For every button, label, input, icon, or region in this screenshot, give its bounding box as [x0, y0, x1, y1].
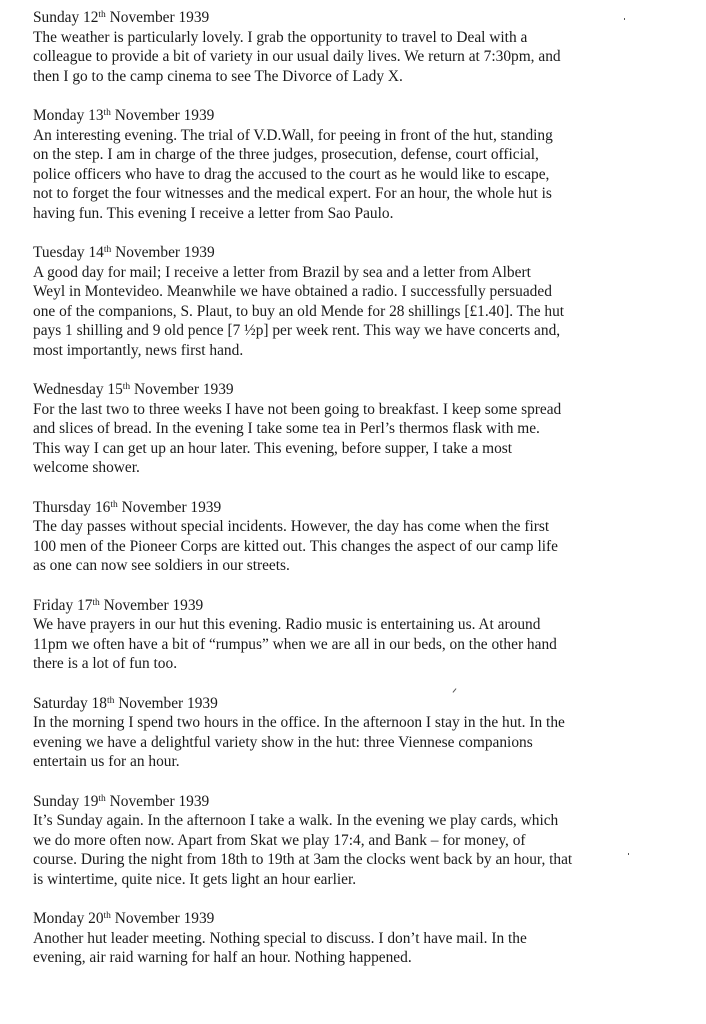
- entry-date: [33, 909, 683, 929]
- entry-month-year: November 1939: [110, 910, 215, 927]
- ordinal-suffix: th: [103, 108, 111, 118]
- entry-month-year: November 1939: [111, 244, 215, 261]
- entry-text: [33, 263, 683, 361]
- diary-entry: [33, 694, 683, 772]
- entry-text: [33, 517, 683, 576]
- text-line: It’s Sunday again. In the afternoon I take a walk. In the evening we play cards, which: [33, 812, 559, 829]
- entry-date: [33, 792, 683, 812]
- entry-text: [33, 929, 683, 968]
- scan-speck: [628, 853, 629, 855]
- text-line: Weyl in Montevideo. Meanwhile we have obtained a radio. I successfully persuaded: [33, 283, 552, 300]
- text-line: is wintertime, quite nice. It gets light an hour earlier.: [33, 870, 357, 888]
- text-line: Another hut leader meeting. Nothing special to discuss. I don’t have mail. In the: [33, 929, 527, 947]
- diary-entry: [33, 596, 683, 674]
- entry-date: [33, 380, 683, 400]
- entry-date: [33, 8, 683, 28]
- ordinal-suffix: th: [92, 597, 100, 608]
- entry-day: Monday 20: [33, 910, 104, 927]
- diary-page: [33, 8, 683, 988]
- diary-entry: [33, 243, 683, 360]
- text-line: on the step. I am in charge of the three judges, prosecution, defense, court official,: [33, 146, 539, 163]
- entry-date: [33, 694, 683, 714]
- entry-text: [33, 126, 683, 224]
- diary-entry: [33, 106, 683, 223]
- text-line: We have prayers in our hut this evening. Radio music is entertaining us. At around: [33, 616, 541, 633]
- ordinal-suffix: th: [122, 382, 131, 392]
- entry-day: Friday 17: [33, 596, 93, 614]
- entry-month-year: November 1939: [105, 9, 210, 26]
- entry-month-year: November 1939: [130, 381, 234, 398]
- text-line: This way I can get up an hour later. This evening, before supper, I take a most: [33, 439, 513, 457]
- entry-date: [33, 596, 683, 616]
- entry-month-year: November 1939: [110, 107, 215, 124]
- entry-text: [33, 28, 683, 87]
- entry-day: Saturday 18: [33, 694, 107, 712]
- text-line: as one can now see soldiers in our streets.: [33, 557, 290, 574]
- entry-day: Tuesday 14: [33, 244, 104, 261]
- text-line: An interesting evening. The trial of V.D.Wall, for peeing in front of the hut, standing: [33, 126, 553, 144]
- text-line: evening we have a delightful variety show in the hut: three Viennese companions: [33, 733, 533, 751]
- diary-entry: [33, 380, 683, 478]
- entry-day: Thursday 16: [33, 498, 111, 516]
- ordinal-suffix: th: [110, 499, 118, 510]
- entry-month-year: November 1939: [114, 694, 218, 712]
- entry-day: Sunday 19: [33, 792, 99, 810]
- scan-speck: [624, 18, 625, 20]
- text-line: welcome shower.: [33, 459, 140, 476]
- text-line: police officers who have to drag the accused to the court as he would like to escape,: [33, 165, 550, 183]
- text-line: most importantly, news first hand.: [33, 341, 244, 359]
- text-line: having fun. This evening I receive a letter from Sao Paulo.: [33, 204, 394, 222]
- ordinal-suffix: th: [106, 695, 115, 706]
- text-line: The weather is particularly lovely. I grab the opportunity to travel to Deal with a: [33, 28, 528, 46]
- text-line: colleague to provide a bit of variety in our usual daily lives. We return at 7:30pm, and: [33, 48, 561, 65]
- text-line: not to forget the four witnesses and the medical expert. For an hour, the whole hut is: [33, 185, 552, 202]
- entry-date: [33, 498, 683, 518]
- diary-entry: [33, 8, 683, 86]
- entry-text: [33, 615, 683, 674]
- entry-day: Sunday 12: [33, 9, 99, 26]
- text-line: 100 men of the Pioneer Corps are kitted out. This changes the aspect of our camp life: [33, 537, 558, 555]
- entry-month-year: November 1939: [99, 596, 204, 614]
- ordinal-suffix: th: [98, 793, 106, 804]
- text-line: pays 1 shilling and 9 old pence [7 ½p] per week rent. This way we have concerts and,: [33, 322, 561, 339]
- entry-day: Wednesday 15: [33, 381, 123, 398]
- ordinal-suffix: th: [98, 10, 106, 20]
- diary-entry: [33, 498, 683, 576]
- text-line: The day passes without special incidents. However, the day has come when the first: [33, 518, 550, 535]
- text-line: For the last two to three weeks I have not been going to breakfast. I keep some spread: [33, 400, 562, 418]
- text-line: then I go to the camp cinema to see The Divorce of Lady X.: [33, 67, 403, 85]
- text-line: In the morning I spend two hours in the office. In the afternoon I stay in the hut. In the: [33, 714, 565, 731]
- entry-date: [33, 243, 683, 263]
- entry-date: [33, 106, 683, 126]
- text-line: evening, air raid warning for half an hour. Nothing happened.: [33, 949, 412, 966]
- entry-month-year: November 1939: [117, 498, 222, 516]
- entry-day: Monday 13: [33, 107, 104, 124]
- text-line: one of the companions, S. Plaut, to buy an old Mende for 28 shillings [£1.40]. The hut: [33, 302, 565, 320]
- text-line: course. During the night from 18th to 19th at 3am the clocks went back by an hour, that: [33, 851, 573, 868]
- entry-month-year: November 1939: [105, 792, 210, 810]
- entry-text: [33, 811, 683, 889]
- text-line: entertain us for an hour.: [33, 753, 180, 770]
- text-line: there is a lot of fun too.: [33, 655, 178, 672]
- text-line: we do more often now. Apart from Skat we play 17:4, and Bank – for money, of: [33, 831, 526, 849]
- text-line: and slices of bread. In the evening I take some tea in Perl’s thermos flask with me.: [33, 420, 540, 437]
- diary-entry: [33, 792, 683, 890]
- diary-entry: [33, 909, 683, 968]
- entry-text: [33, 713, 683, 772]
- text-line: A good day for mail; I receive a letter from Brazil by sea and a letter from Albert: [33, 263, 531, 281]
- text-line: 11pm we often have a bit of “rumpus” when we are all in our beds, on the other hand: [33, 635, 557, 653]
- ordinal-suffix: th: [103, 245, 112, 255]
- entry-text: [33, 400, 683, 478]
- ordinal-suffix: th: [103, 911, 111, 921]
